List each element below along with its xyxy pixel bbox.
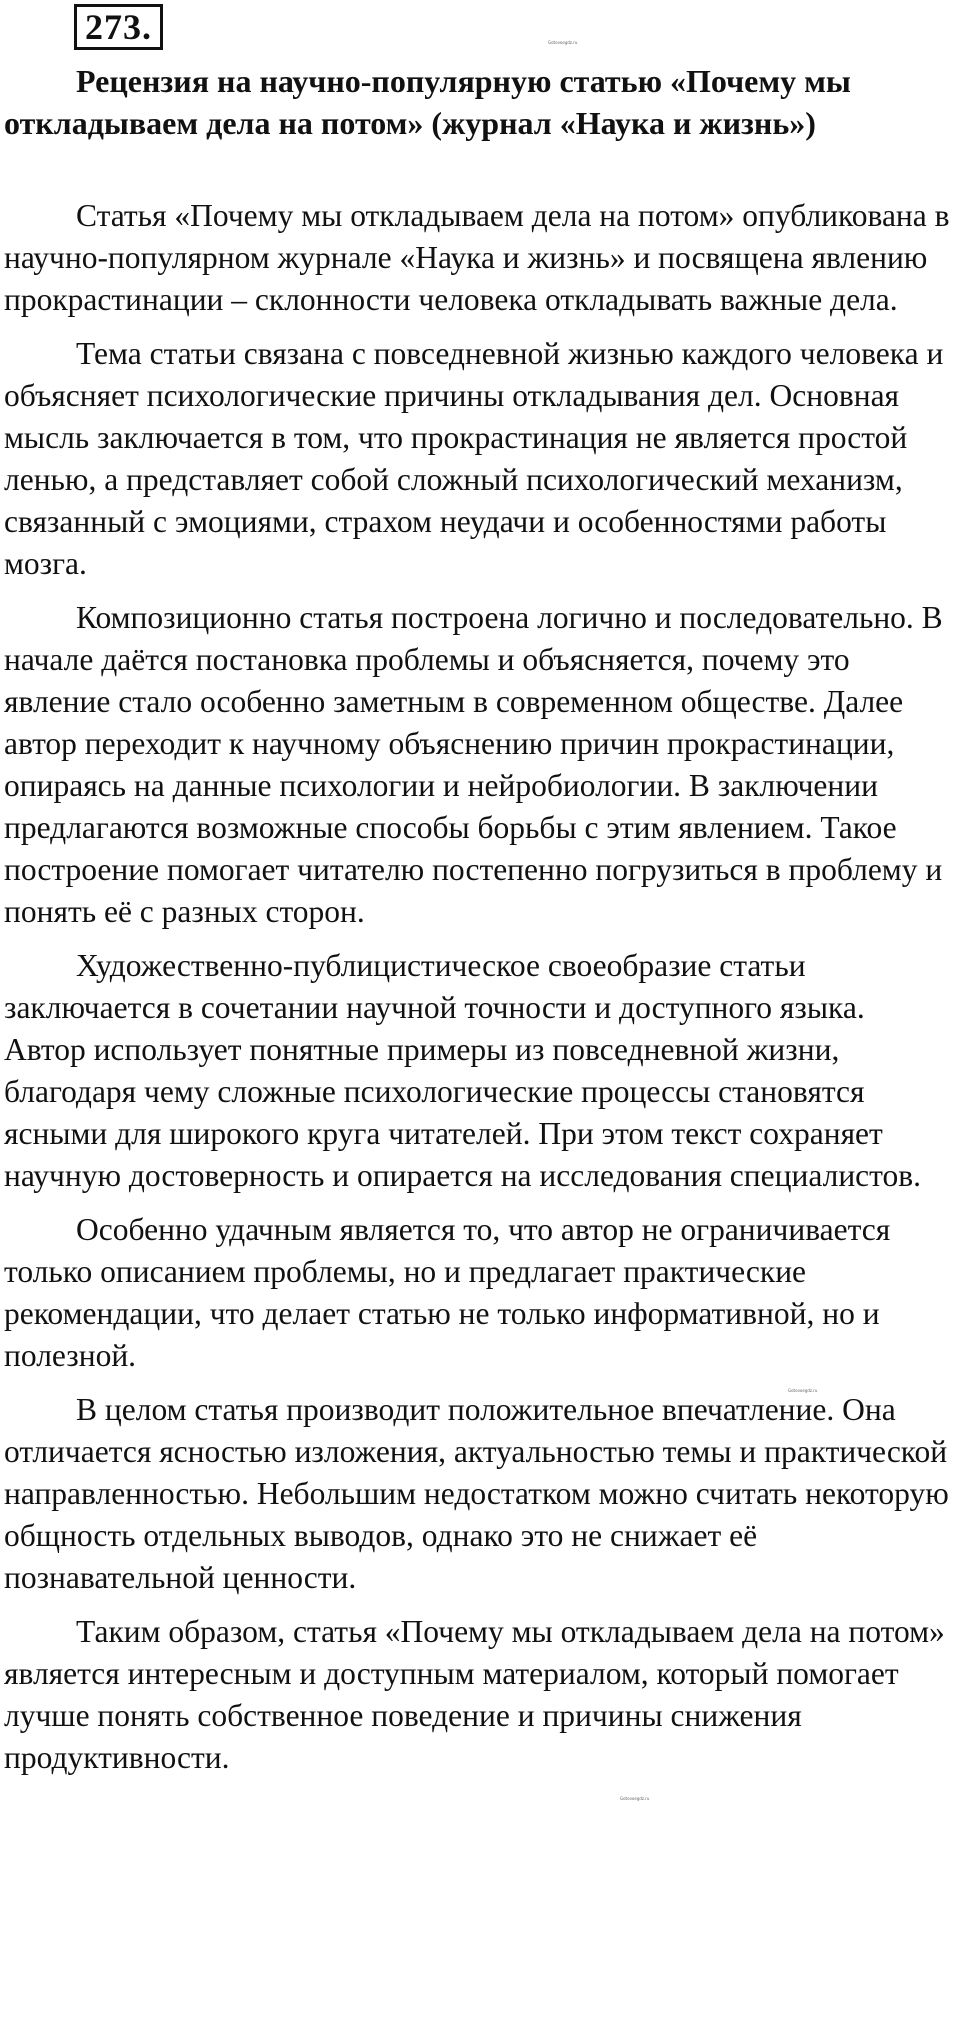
watermark-top: Gotovoegdz.ru [548,40,578,45]
document-body [4,195,954,1791]
paragraph-evaluation: В целом статья производит положительное впечатление. Она отличается ясностью изложения, актуальностью темы и практической направленностью. Небольшим недостатком можно считать некоторую общность отдельных выводов, однако это не снижает её познавательной ценности. [4,1392,949,1595]
paragraph-theme: Тема статьи связана с повседневной жизнью каждого человека и объясняет психологические причины откладывания дел. Основная мысль заключается в том, что прокрастинация не является простой ленью, а представляет собой сложный психологический механизм, связанный с эмоциями, страхом неудачи и особенностями работы мозга. [4,336,944,581]
document-title [4,60,948,144]
exercise-number: 273. [74,4,163,50]
paragraph-intro: Статья «Почему мы откладываем дела на потом» опубликована в научно-популярном журнале «Наука и жизнь» и посвящена явлению прокрастинации – склонности человека откладывать важные дела. [4,198,950,317]
title-text: Рецензия на научно-популярную статью «Почему мы откладываем дела на потом» (журнал «Наука и жизнь») [4,63,851,141]
watermark-bottom: Gotovoegdz.ru [620,1796,650,1801]
paragraph-strength: Особенно удачным является то, что автор не ограничивается только описанием проблемы, но и предлагает практические рекомендации, что делает статью не только информативной, но и полезной. [4,1212,891,1373]
watermark-middle: Gotovoegdz.ru [788,1388,818,1393]
paragraph-style: Художественно-публицистическое своеобразие статьи заключается в сочетании научной точности и доступного языка. Автор использует понятные примеры из повседневной жизни, благодаря чему сложные психологические процессы становятся ясными для широкого круга читателей. При этом текст сохраняет научную достоверность и опирается на исследования специалистов. [4,948,922,1193]
paragraph-composition: Композиционно статья построена логично и последовательно. В начале даётся постановка проблемы и объясняется, почему это явление стало особенно заметным в современном обществе. Далее автор переходит к научному объяснению причин прокрастинации, опираясь на данные психологии и нейробиологии. В заключении предлагаются возможные способы борьбы с этим явлением. Такое построение помогает читателю постепенно погрузиться в проблему и понять её с разных сторон. [4,600,943,929]
paragraph-conclusion: Таким образом, статья «Почему мы откладываем дела на потом» является интересным и доступным материалом, который помогает лучше понять собственное поведение и причины снижения продуктивности. [4,1614,945,1775]
